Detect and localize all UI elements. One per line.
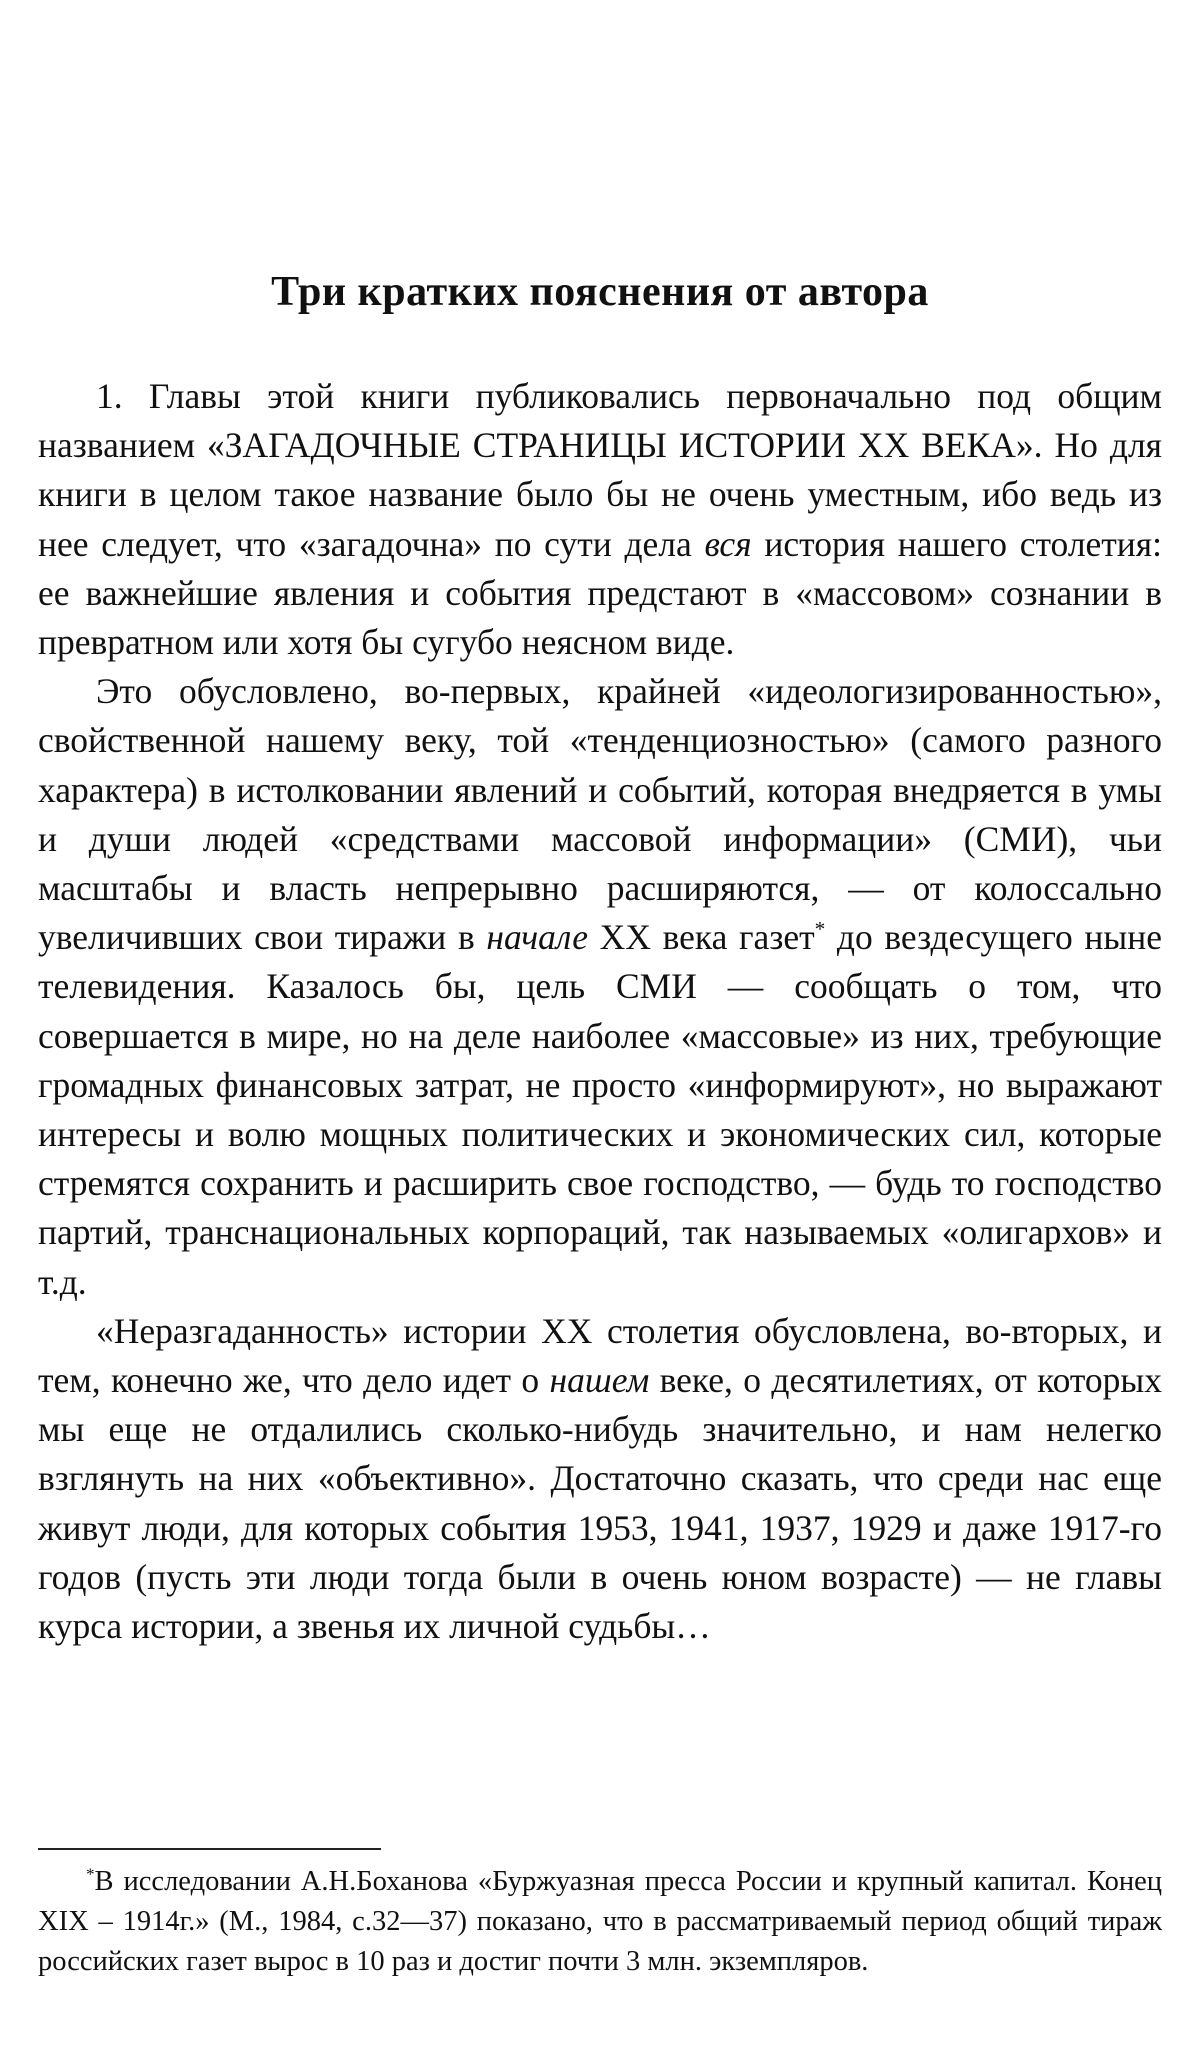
paragraph-2-text-c: до вездесущего ныне телевидения. Казалось бы, цель СМИ — сообщать о том, что совершается в мире, но на деле наиболее «массовые» из них, требующие громадных финансовых затрат, не просто «информируют», но выражают интересы и волю мощных политических и экономических сил, которые стремятся сохранить и расширить свое господство, — будь то господство партий, транснациональных корпораций, так называемых «олигархов» и т.д. — [38, 917, 1162, 1302]
footnote-mark: * — [86, 1864, 95, 1884]
paragraph-3-emphasis: нашем — [549, 1360, 650, 1401]
paragraph-3-text-a: «Неразгаданность» истории XX столетия обусловлена, во-вторых, и тем, конечно же, что дело идет о — [38, 1310, 1162, 1401]
paragraph-2 — [38, 667, 1162, 1307]
paragraph-2-text-a: Это обусловлено, во-первых, крайней «идеологизированностью», свойственной нашему веку, той «тенденциозностью» (самого разного характера) в истолковании явлений и событий, которая внедряется в умы и души людей «средствами массовой информации» (СМИ), чьи масштабы и власть непрерывно расширяются, — от колоссально увеличивших свои тиражи в — [38, 671, 1162, 958]
footnote-divider — [38, 1848, 381, 1850]
footnote-paragraph — [38, 1862, 1162, 1982]
paragraph-1-text-a: 1. Главы этой книги публиковались первоначально под общим названием «ЗАГАДОЧНЫЕ СТРАНИЦЫ ИСТОРИИ XX ВЕКА». Но для книги в целом такое название было бы не очень уместным, ибо ведь из нее следует, что «загадочна» по сути дела — [38, 376, 1162, 564]
paragraph-2-emphasis: начале — [486, 917, 589, 958]
page-title: Три кратких пояснения от автора — [271, 269, 929, 315]
paragraph-1 — [38, 372, 1162, 667]
paragraph-3-text-b: веке, о десятилетиях, от которых мы еще не отдалились сколько-нибудь значительно, и нам нелегко взглянуть на них «объективно». Достаточно сказать, что среди нас еще живут люди, для которых события 1953, 1941, 1937, 1929 и даже 1917-го годов (пусть эти люди тогда были в очень юном возрасте) — не главы курса истории, а звенья их личной судьбы… — [38, 1360, 1163, 1647]
footnote-reference[interactable]: * — [814, 917, 826, 942]
paragraph-3 — [38, 1307, 1162, 1651]
main-text — [38, 372, 1162, 1651]
paragraph-1-text-b: история нашего столетия: ее важнейшие явления и события предстают в «массовом» сознании в превратном или хотя бы сугубо неясном виде. — [38, 523, 1162, 663]
footnote — [38, 1862, 1162, 1982]
paragraph-2-text-b: XX века газет — [588, 917, 815, 958]
footnote-text: В исследовании А.Н.Боханова «Буржуазная пресса России и крупный капитал. Конец XIX – 1914г.» (М., 1984, с.32—37) показано, что в рассматриваемый период общий тираж российских газет вырос в 10 раз и достиг почти 3 млн. экземпляров. — [38, 1866, 1162, 1977]
paragraph-1-emphasis: вся — [704, 523, 752, 564]
